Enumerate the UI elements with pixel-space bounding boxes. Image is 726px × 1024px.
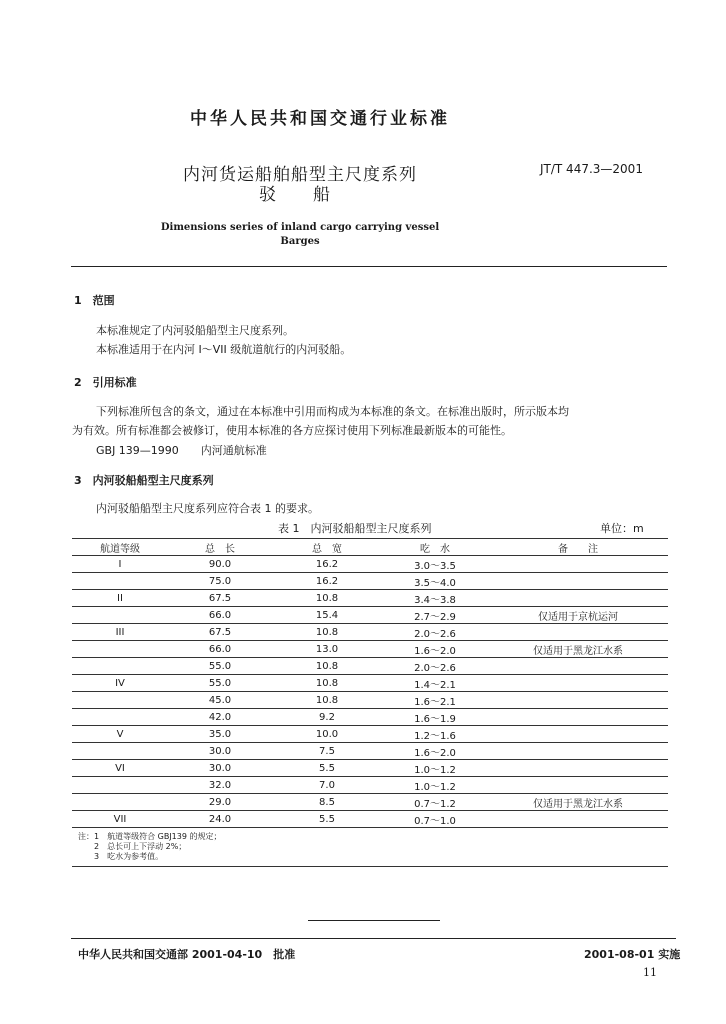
table-row	[72, 624, 668, 641]
cell-width: 10.0	[272, 726, 382, 743]
table-grid	[72, 538, 668, 828]
cell-note	[488, 590, 668, 607]
table-body	[72, 556, 668, 828]
english-title: Dimensions series of inland cargo carrying vessel	[160, 222, 440, 233]
cell-note	[488, 675, 668, 692]
section-2-para-line-2: 为有效。所有标准都会被修订，使用本标准的各方应探讨使用下列标准最新版本的可能性。	[72, 424, 512, 437]
cell-length: 24.0	[168, 811, 272, 828]
cell-note	[488, 726, 668, 743]
cell-length: 29.0	[168, 794, 272, 811]
cell-grade: III	[72, 624, 168, 641]
cell-grade: VII	[72, 811, 168, 828]
cell-draft: 0.7～1.0	[382, 811, 488, 828]
cell-draft: 3.5～4.0	[382, 573, 488, 590]
table-row	[72, 641, 668, 658]
cell-width: 10.8	[272, 692, 382, 709]
cell-grade: I	[72, 556, 168, 573]
implementation-date: 2001-08-01 实施	[584, 948, 681, 961]
table-unit: 单位：m	[600, 522, 644, 535]
table-row	[72, 760, 668, 777]
table-header-row	[72, 539, 668, 556]
cell-note	[488, 556, 668, 573]
cell-grade: IV	[72, 675, 168, 692]
document-title: 内河货运船舶船型主尺度系列	[183, 165, 417, 185]
table-caption: 表 1 内河驳船船型主尺度系列	[278, 522, 432, 535]
cell-draft: 3.4～3.8	[382, 590, 488, 607]
cell-length: 66.0	[168, 641, 272, 658]
cell-width: 8.5	[272, 794, 382, 811]
cell-note	[488, 573, 668, 590]
header-width: 总 宽	[272, 539, 382, 556]
cell-draft: 1.6～2.0	[382, 743, 488, 760]
cell-grade	[72, 709, 168, 726]
table-note: 注：1 航道等级符合 GBJ139 的规定；	[78, 832, 222, 841]
table-row	[72, 794, 668, 811]
cell-width: 16.2	[272, 573, 382, 590]
table-row	[72, 573, 668, 590]
table-row	[72, 726, 668, 743]
cell-draft: 1.0～1.2	[382, 777, 488, 794]
cell-length: 90.0	[168, 556, 272, 573]
approval-line: 中华人民共和国交通部 2001-04-10 批准	[78, 948, 296, 961]
cell-draft: 1.6～2.0	[382, 641, 488, 658]
cell-draft: 0.7～1.2	[382, 794, 488, 811]
section-3-para: 内河驳船船型主尺度系列应符合表 1 的要求。	[96, 502, 319, 515]
section-1-para-2: 本标准适用于在内河 I～VII 级航道航行的内河驳船。	[96, 343, 352, 356]
cell-draft: 1.4～2.1	[382, 675, 488, 692]
cell-note	[488, 760, 668, 777]
cell-width: 10.8	[272, 624, 382, 641]
header-grade: 航道等级	[72, 539, 168, 556]
page-number: 11	[643, 966, 657, 979]
table-row	[72, 692, 668, 709]
cell-note	[488, 811, 668, 828]
cell-width: 10.8	[272, 590, 382, 607]
cell-length: 66.0	[168, 607, 272, 624]
section-1-heading: 1 范围	[74, 294, 115, 307]
header-divider	[71, 266, 667, 267]
cell-length: 30.0	[168, 760, 272, 777]
cell-draft: 1.6～2.1	[382, 692, 488, 709]
cell-length: 42.0	[168, 709, 272, 726]
cell-grade	[72, 641, 168, 658]
cell-grade: II	[72, 590, 168, 607]
cell-note	[488, 777, 668, 794]
cell-width: 7.5	[272, 743, 382, 760]
table-row	[72, 743, 668, 760]
table-row	[72, 556, 668, 573]
cell-length: 67.5	[168, 590, 272, 607]
cell-note	[488, 743, 668, 760]
cell-width: 7.0	[272, 777, 382, 794]
standard-number: JT/T 447.3—2001	[540, 162, 643, 176]
cell-length: 55.0	[168, 658, 272, 675]
cell-draft: 1.2～1.6	[382, 726, 488, 743]
end-divider	[308, 920, 440, 921]
cell-length: 55.0	[168, 675, 272, 692]
table-row	[72, 658, 668, 675]
table-row	[72, 811, 668, 828]
table-note: 2 总长可上下浮动 2%；	[78, 842, 187, 851]
cell-width: 10.8	[272, 675, 382, 692]
section-1-para-1: 本标准规定了内河驳船船型主尺度系列。	[96, 324, 294, 337]
standard-org-title: 中华人民共和国交通行业标准	[190, 109, 450, 129]
table-row	[72, 709, 668, 726]
cell-length: 45.0	[168, 692, 272, 709]
cell-length: 32.0	[168, 777, 272, 794]
document-subtitle: 驳 船	[259, 185, 331, 205]
cell-grade	[72, 794, 168, 811]
cell-length: 35.0	[168, 726, 272, 743]
cell-note: 仅适用于京杭运河	[488, 607, 668, 624]
cell-draft: 2.0～2.6	[382, 624, 488, 641]
cell-width: 13.0	[272, 641, 382, 658]
header-draft: 吃 水	[382, 539, 488, 556]
cell-note	[488, 692, 668, 709]
cell-grade	[72, 573, 168, 590]
cell-draft: 3.0～3.5	[382, 556, 488, 573]
footer-divider	[71, 938, 676, 939]
section-3-heading: 3 内河驳船船型主尺度系列	[74, 474, 214, 487]
cell-length: 75.0	[168, 573, 272, 590]
section-2-heading: 2 引用标准	[74, 376, 137, 389]
table-row	[72, 777, 668, 794]
cell-note	[488, 624, 668, 641]
table-row	[72, 607, 668, 624]
cell-grade	[72, 607, 168, 624]
cell-draft: 1.6～1.9	[382, 709, 488, 726]
cell-grade	[72, 743, 168, 760]
cell-note	[488, 658, 668, 675]
table-row	[72, 590, 668, 607]
cell-width: 16.2	[272, 556, 382, 573]
table-notes	[72, 828, 668, 867]
cell-grade	[72, 777, 168, 794]
cell-grade: V	[72, 726, 168, 743]
table-note: 3 吃水为参考值。	[78, 852, 164, 861]
section-2-reference: GBJ 139—1990 内河通航标准	[96, 444, 267, 457]
cell-width: 10.8	[272, 658, 382, 675]
cell-length: 30.0	[168, 743, 272, 760]
cell-draft: 1.0～1.2	[382, 760, 488, 777]
cell-length: 67.5	[168, 624, 272, 641]
cell-width: 5.5	[272, 811, 382, 828]
header-length: 总 长	[168, 539, 272, 556]
cell-draft: 2.7～2.9	[382, 607, 488, 624]
cell-grade: VI	[72, 760, 168, 777]
table-row	[72, 675, 668, 692]
cell-note: 仅适用于黑龙江水系	[488, 641, 668, 658]
cell-width: 15.4	[272, 607, 382, 624]
english-subtitle: Barges	[280, 236, 320, 247]
section-2-para-line-1: 下列标准所包含的条文，通过在本标准中引用而构成为本标准的条文。在标准出版时，所示版本均	[96, 405, 569, 418]
cell-grade	[72, 658, 168, 675]
cell-grade	[72, 692, 168, 709]
cell-note: 仅适用于黑龙江水系	[488, 794, 668, 811]
cell-note	[488, 709, 668, 726]
cell-width: 9.2	[272, 709, 382, 726]
cell-width: 5.5	[272, 760, 382, 777]
header-note: 备 注	[488, 539, 668, 556]
dimensions-table	[72, 538, 668, 867]
cell-draft: 2.0～2.6	[382, 658, 488, 675]
